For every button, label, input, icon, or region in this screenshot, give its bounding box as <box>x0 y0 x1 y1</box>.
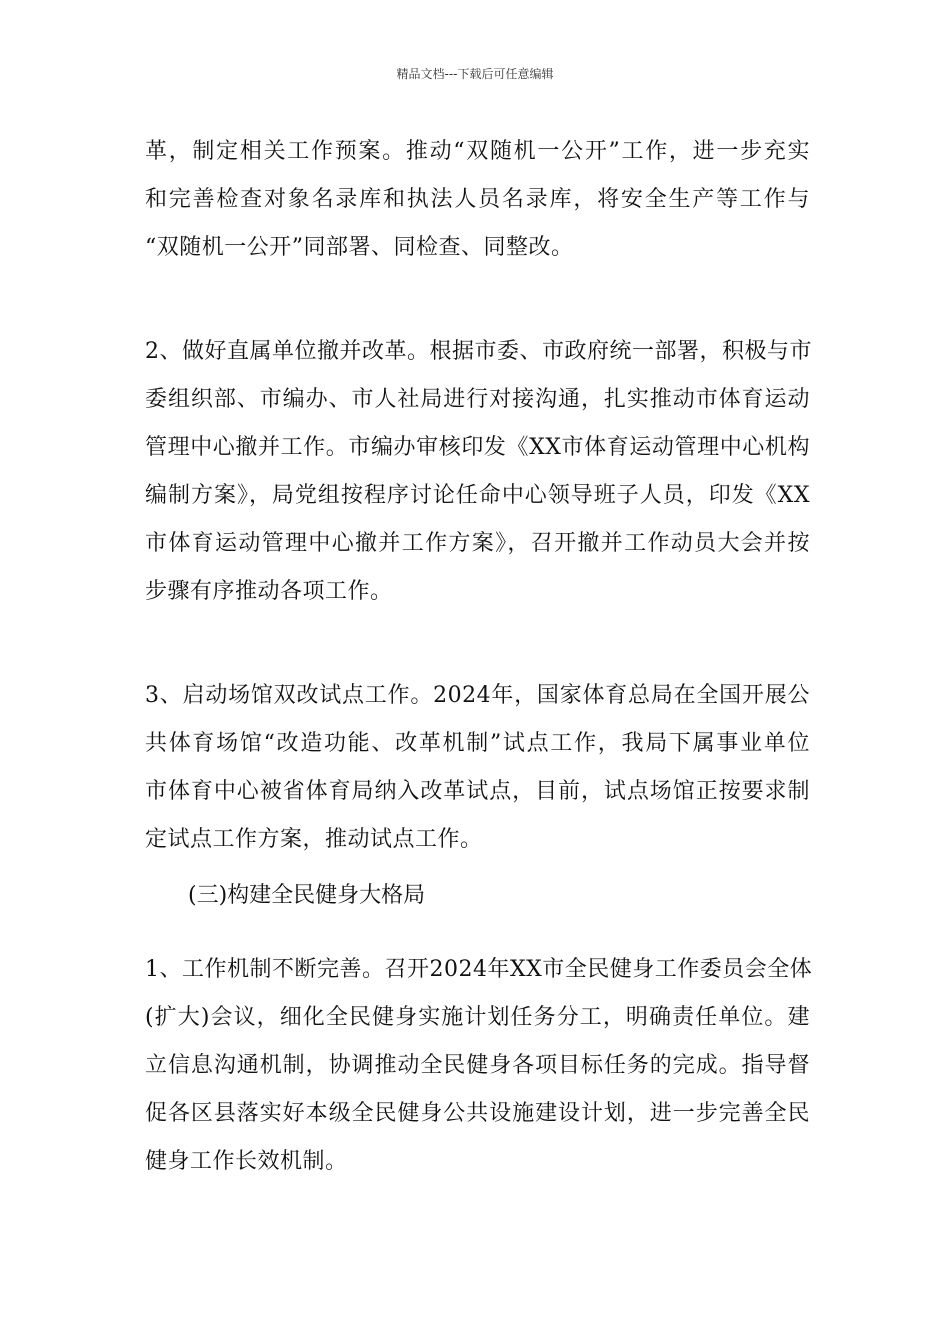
paragraph-4-line-1: 1、工作机制不断完善。召开2024年XX市全民健身工作委员会全体 <box>145 957 813 982</box>
paragraph-2-line-3: 管理中心撤并工作。市编办审核印发《XX市体育运动管理中心机构 <box>145 435 810 460</box>
paragraph-4-line-4: 促各区县落实好本级全民健身公共设施建设计划，进一步完善全民 <box>145 1101 810 1126</box>
paragraph-2-line-5: 市体育运动管理中心撤并工作方案》，召开撤并工作动员大会并按 <box>145 531 810 556</box>
paragraph-3-line-4: 定试点工作方案，推动试点工作。 <box>145 827 483 852</box>
page-header: 精品文档---下载后可任意编辑 <box>396 67 554 81</box>
section-heading: (三)构建全民健身大格局 <box>188 883 426 908</box>
paragraph-3-line-1: 3、启动场馆双改试点工作。2024年，国家体育总局在全国开展公 <box>145 683 810 708</box>
paragraph-2-line-2: 委组织部、市编办、市人社局进行对接沟通，扎实推动市体育运动 <box>145 387 810 412</box>
paragraph-4-line-2: (扩大)会议，细化全民健身实施计划任务分工，明确责任单位。建 <box>145 1005 810 1030</box>
paragraph-4-line-5: 健身工作长效机制。 <box>145 1149 348 1174</box>
paragraph-1-line-3: “双随机一公开”同部署、同检查、同整改。 <box>145 235 574 260</box>
paragraph-3-line-3: 市体育中心被省体育局纳入改革试点，目前，试点场馆正按要求制 <box>145 779 810 804</box>
paragraph-1-line-2: 和完善检查对象名录库和执法人员名录库，将安全生产等工作与 <box>145 187 810 212</box>
paragraph-4-line-3: 立信息沟通机制，协调推动全民健身各项目标任务的完成。指导督 <box>145 1053 810 1078</box>
paragraph-1-line-1: 革，制定相关工作预案。推动“双随机一公开”工作，进一步充实 <box>145 139 810 164</box>
paragraph-2-line-6: 步骤有序推动各项工作。 <box>145 579 393 604</box>
paragraph-2-line-1: 2、做好直属单位撤并改革。根据市委、市政府统一部署，积极与市 <box>145 339 812 364</box>
paragraph-3-line-2: 共体育场馆“改造功能、改革机制”试点工作，我局下属事业单位 <box>145 731 810 756</box>
paragraph-2-line-4: 编制方案》，局党组按程序讨论任命中心领导班子人员，印发《XX <box>145 483 810 508</box>
